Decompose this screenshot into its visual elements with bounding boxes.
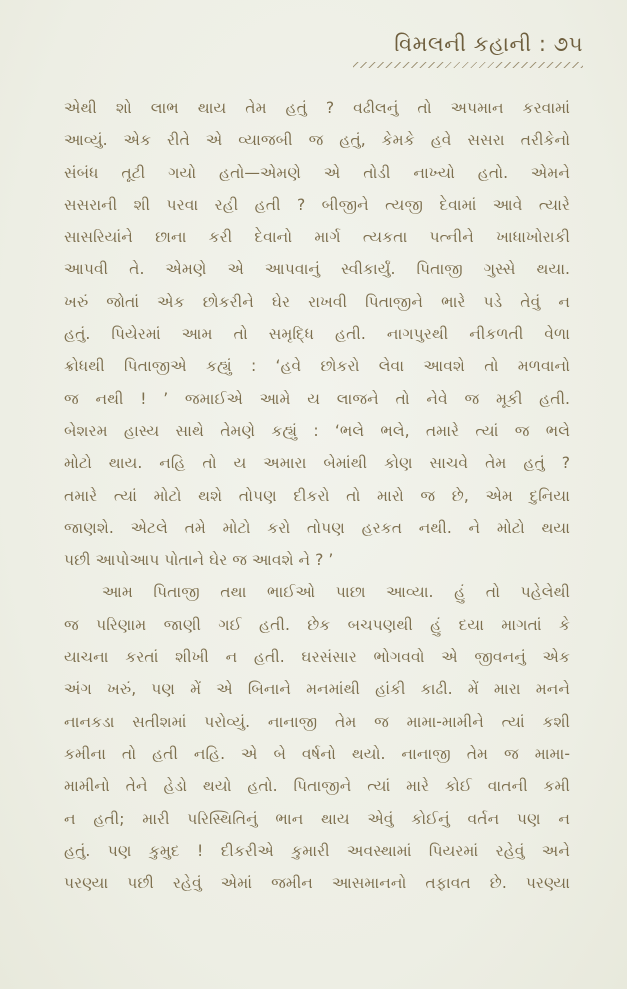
- text-line: આમ પિતાજી તથા ભાઈઓ પાછા આવ્યા. હું તો પહેલેથી: [102, 583, 570, 602]
- text-line: જ પરિણામ જાણી ગઈ હતી. છેક બચપણથી હું દયા માગતાં કે: [64, 615, 570, 634]
- text-line: પછી આપોઆપ પોતાને ઘેર જ આવશે ને ? ’: [64, 551, 334, 570]
- text-line: ક્રોધથી પિતાજીએ કહ્યું : ‘હવે છોકરો લેવા આવશે તો મળવાનો: [64, 357, 570, 376]
- text-line: સસરાની શી પરવા રહી હતી ? બીજીને ત્યજી દેવામાં આવે ત્યારે: [64, 195, 570, 214]
- text-line: સાસરિયાંને છાના કરી દેવાનો માર્ગ ત્યકતા પત્નીને ખાધાખોરાકી: [64, 228, 570, 247]
- text-line: સંબંધ તૂટી ગયો હતો—એમણે એ તોડી નાખ્યો હતો. એમને: [64, 163, 570, 182]
- text-line: મોટો થાય. નહિ તો ય અમારા બેમાંથી કોણ સાચવે તેમ હતું ?: [64, 454, 570, 473]
- text-line: નાનકડા સતીશમાં પરોવ્યું. નાનાજી તેમ જ મામા-મામીને ત્યાં કશી: [64, 712, 570, 731]
- text-line: ન હતી; મારી પરિસ્થિતિનું ભાન થાય એવું કોઈનું વર્તન પણ ન: [64, 809, 570, 828]
- text-line: તમારે ત્યાં મોટો થશે તોપણ દીકરો તો મારો જ છે, એમ દુનિયા: [64, 486, 570, 505]
- text-line: જાણશે. એટલે તમે મોટો કરો તોપણ હરકત નથી. ને મોટો થયા: [64, 518, 570, 537]
- text-line: બેશરમ હાસ્ય સાથે તેમણે કહ્યું : ‘ભલે ભલે, તમારે ત્યાં જ ભલે: [64, 421, 570, 440]
- page-header: [353, 30, 583, 68]
- text-line: જ નથી ! ’ જમાઈએ આમે ય લાજને તો નેવે જ મૂકી હતી.: [64, 389, 570, 408]
- running-title: વિમલની કહાની : ૭૫: [394, 32, 583, 56]
- text-line: યાચના કરતાં શીખી ન હતી. ઘરસંસાર ભોગવવો એ જીવનનું એક: [64, 648, 570, 667]
- text-line: કમીના તો હતી નહિ. એ બે વર્ષનો થયો. નાનાજી તેમ જ મામા-: [64, 744, 570, 763]
- text-line: ખરું જોતાં એક છોકરીને ઘેર રાખવી પિતાજીને ભારે પડે તેવું ન: [64, 292, 570, 311]
- text-line: આવ્યું. એક રીતે એ વ્યાજબી જ હતું, કેમકે હવે સસરા તરીકેનો: [64, 131, 570, 150]
- text-line: હતું. પણ કુમુદ ! દીકરીએ કુમારી અવસ્થામાં પિયરમાં રહેવું અને: [64, 841, 570, 860]
- text-line: પરણ્યા પછી રહેવું એમાં જમીન આસમાનનો તફાવત છે. પરણ્યા: [64, 874, 570, 893]
- paragraph-2: [64, 576, 570, 899]
- text-line: હતું. પિયેરમાં આમ તો સમૃદ્ધિ હતી. નાગપુરથી નીકળતી વેળા: [64, 325, 570, 344]
- page-body: [64, 92, 570, 899]
- text-line: આપવી તે. એમણે એ આપવાનું સ્વીકાર્યું. પિતાજી ગુસ્સે થયા.: [64, 260, 570, 279]
- text-line: અંગ ખરું, પણ મેં એ બિનાને મનમાંથી હાંકી કાઢી. મેં મારા મનને: [64, 680, 570, 699]
- header-wavy-rule: [353, 62, 583, 68]
- text-line: મામીનો તેને હેડો થયો હતો. પિતાજીને ત્યાં મારે કોઈ વાતની કમી: [64, 777, 570, 796]
- paragraph-1: [64, 92, 570, 576]
- text-line: એથી શો લાભ થાય તેમ હતું ? વઢીલનું તો અપમાન કરવામાં: [64, 99, 570, 117]
